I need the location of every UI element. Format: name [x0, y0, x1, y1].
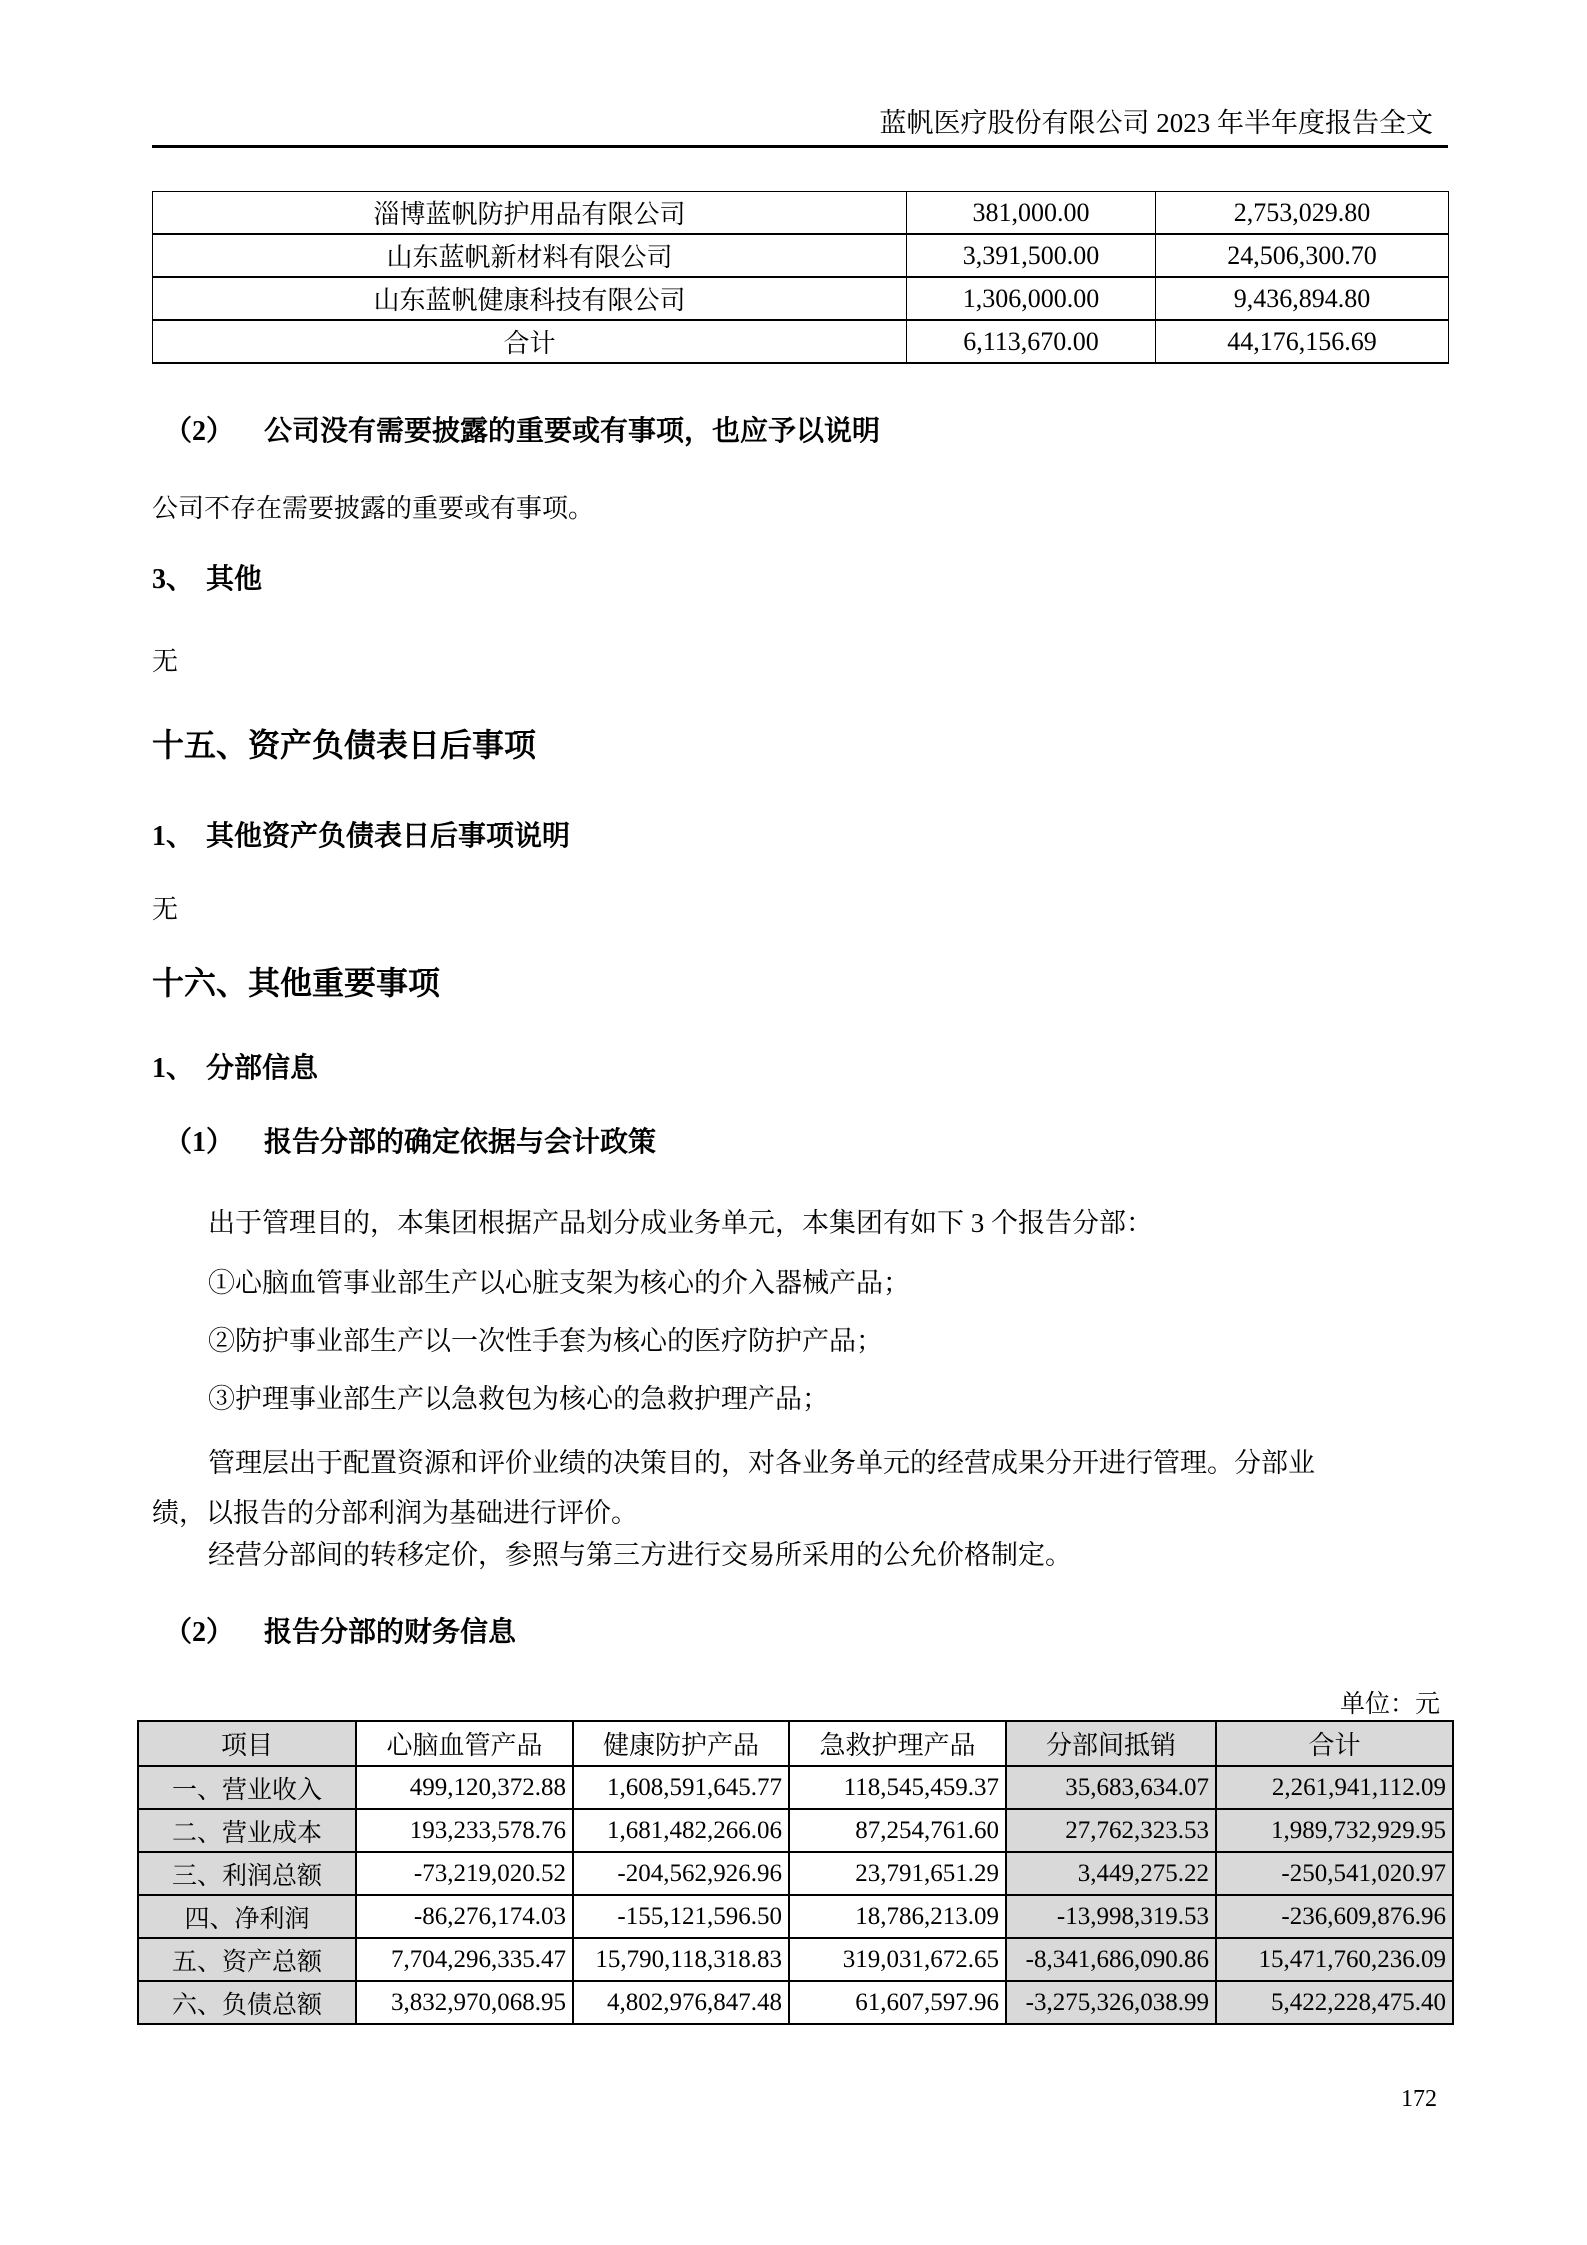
- heading-post-balance-events: 十五、资产负债表日后事项: [152, 727, 537, 763]
- paragraph-segment-item-3: ③护理事业部生产以急救包为核心的急救护理产品；: [208, 1384, 829, 1414]
- header-cell-item: 项目: [138, 1721, 356, 1766]
- paragraph-transfer-pricing: 经营分部间的转移定价，参照与第三方进行交易所采用的公允价格制定。: [208, 1540, 1072, 1570]
- heading-text: 分部信息: [206, 1053, 319, 1084]
- row-label-cell: 六、负债总额: [138, 1981, 356, 2024]
- paragraph-segment-item-1: ①心脑血管事业部生产以心脏支架为核心的介入器械产品；: [208, 1268, 910, 1298]
- heading-text: 报告分部的财务信息: [264, 1617, 517, 1648]
- table-header-row: [138, 1721, 1453, 1766]
- subsidiary-amount-table: [152, 191, 1449, 364]
- heading-number: （2）: [164, 1617, 235, 1648]
- header-cell-elimination: 分部间抵销: [1006, 1721, 1216, 1766]
- heading-number: 3、: [152, 564, 195, 595]
- table-row: [153, 192, 1449, 235]
- paragraph-segment-item-2: ②防护事业部生产以一次性手套为核心的医疗防护产品；: [208, 1326, 883, 1356]
- value-cell: 7,704,296,335.47: [356, 1938, 573, 1981]
- heading-post-balance-sub: [152, 820, 570, 854]
- value-cell: -73,219,020.52: [356, 1852, 573, 1895]
- total-label-cell: 合计: [153, 320, 907, 363]
- paragraph-none: 无: [152, 647, 179, 676]
- heading-number: 1、: [152, 1053, 195, 1084]
- heading-other: [152, 563, 262, 597]
- header-rule: [152, 145, 1448, 148]
- paragraph-segment-intro: 出于管理目的，本集团根据产品划分成业务单元，本集团有如下 3 个报告分部：: [208, 1208, 1153, 1238]
- paragraph-line: 绩，以报告的分部利润为基础进行评价。: [152, 1498, 638, 1528]
- heading-segment-basis: [164, 1126, 656, 1160]
- value-cell: 1,681,482,266.06: [573, 1809, 789, 1852]
- segment-financial-table: [137, 1720, 1454, 2025]
- table-row: [138, 1766, 1453, 1809]
- value-cell: 2,261,941,112.09: [1216, 1766, 1453, 1809]
- value-cell: 35,683,634.07: [1006, 1766, 1216, 1809]
- table-row: [138, 1938, 1453, 1981]
- header-cell-emergency: 急救护理产品: [789, 1721, 1006, 1766]
- value-cell: 61,607,597.96: [789, 1981, 1006, 2024]
- value-cell: -86,276,174.03: [356, 1895, 573, 1938]
- value-cell: 1,608,591,645.77: [573, 1766, 789, 1809]
- table-row: [138, 1852, 1453, 1895]
- amount-cell: 24,506,300.70: [1156, 234, 1449, 277]
- row-label-cell: 四、净利润: [138, 1895, 356, 1938]
- value-cell: 15,790,118,318.83: [573, 1938, 789, 1981]
- heading-text: 公司没有需要披露的重要或有事项，也应予以说明: [264, 416, 881, 447]
- heading-number: （2）: [164, 416, 235, 447]
- value-cell: -236,609,876.96: [1216, 1895, 1453, 1938]
- row-label-cell: 二、营业成本: [138, 1809, 356, 1852]
- table-row: [138, 1981, 1453, 2024]
- unit-label: 单位：元: [1339, 1691, 1440, 1718]
- value-cell: 319,031,672.65: [789, 1938, 1006, 1981]
- amount-cell: 2,753,029.80: [1156, 192, 1449, 235]
- heading-number: 1、: [152, 821, 195, 852]
- paragraph-no-disclosure: 公司不存在需要披露的重要或有事项。: [152, 494, 595, 523]
- heading-other-important: 十六、其他重要事项: [152, 965, 441, 1001]
- row-label-cell: 三、利润总额: [138, 1852, 356, 1895]
- value-cell: -204,562,926.96: [573, 1852, 789, 1895]
- value-cell: 3,832,970,068.95: [356, 1981, 573, 2024]
- value-cell: 3,449,275.22: [1006, 1852, 1216, 1895]
- heading-text: 报告分部的确定依据与会计政策: [264, 1127, 657, 1158]
- amount-cell: 44,176,156.69: [1156, 320, 1449, 363]
- table-total-row: [153, 320, 1449, 363]
- value-cell: 193,233,578.76: [356, 1809, 573, 1852]
- row-label-cell: 五、资产总额: [138, 1938, 356, 1981]
- table-row: [153, 234, 1449, 277]
- paragraph-management: [152, 1438, 1448, 1538]
- table-row: [153, 277, 1449, 320]
- header-cell-cardio: 心脑血管产品: [356, 1721, 573, 1766]
- value-cell: -8,341,686,090.86: [1006, 1938, 1216, 1981]
- paragraph-none: 无: [152, 895, 179, 924]
- value-cell: 27,762,323.53: [1006, 1809, 1216, 1852]
- value-cell: -3,275,326,038.99: [1006, 1981, 1216, 2024]
- row-label-cell: 一、营业收入: [138, 1766, 356, 1809]
- heading-segment-financials: [164, 1616, 516, 1650]
- value-cell: 1,989,732,929.95: [1216, 1809, 1453, 1852]
- value-cell: 118,545,459.37: [789, 1766, 1006, 1809]
- value-cell: 23,791,651.29: [789, 1852, 1006, 1895]
- table-row: [138, 1809, 1453, 1852]
- value-cell: 87,254,761.60: [789, 1809, 1006, 1852]
- value-cell: 15,471,760,236.09: [1216, 1938, 1453, 1981]
- value-cell: -155,121,596.50: [573, 1895, 789, 1938]
- amount-cell: 3,391,500.00: [907, 234, 1156, 277]
- value-cell: 5,422,228,475.40: [1216, 1981, 1453, 2024]
- amount-cell: 381,000.00: [907, 192, 1156, 235]
- header-cell-total: 合计: [1216, 1721, 1453, 1766]
- value-cell: -13,998,319.53: [1006, 1895, 1216, 1938]
- heading-no-disclosure: [164, 415, 880, 449]
- company-name-cell: 山东蓝帆健康科技有限公司: [153, 277, 907, 320]
- table-row: [138, 1895, 1453, 1938]
- heading-segment-info: [152, 1052, 318, 1086]
- amount-cell: 6,113,670.00: [907, 320, 1156, 363]
- heading-number: （1）: [164, 1127, 235, 1158]
- amount-cell: 9,436,894.80: [1156, 277, 1449, 320]
- company-name-cell: 淄博蓝帆防护用品有限公司: [153, 192, 907, 235]
- heading-text: 其他: [206, 564, 263, 595]
- value-cell: 499,120,372.88: [356, 1766, 573, 1809]
- page-header-title: 蓝帆医疗股份有限公司 2023 年半年度报告全文: [879, 108, 1433, 138]
- company-name-cell: 山东蓝帆新材料有限公司: [153, 234, 907, 277]
- value-cell: -250,541,020.97: [1216, 1852, 1453, 1895]
- amount-cell: 1,306,000.00: [907, 277, 1156, 320]
- page-number: 172: [1401, 2086, 1437, 2112]
- value-cell: 4,802,976,847.48: [573, 1981, 789, 2024]
- paragraph-line: 管理层出于配置资源和评价业绩的决策目的，对各业务单元的经营成果分开进行管理。分部业: [208, 1448, 1315, 1478]
- header-cell-protection: 健康防护产品: [573, 1721, 789, 1766]
- heading-text: 其他资产负债表日后事项说明: [206, 821, 571, 852]
- value-cell: 18,786,213.09: [789, 1895, 1006, 1938]
